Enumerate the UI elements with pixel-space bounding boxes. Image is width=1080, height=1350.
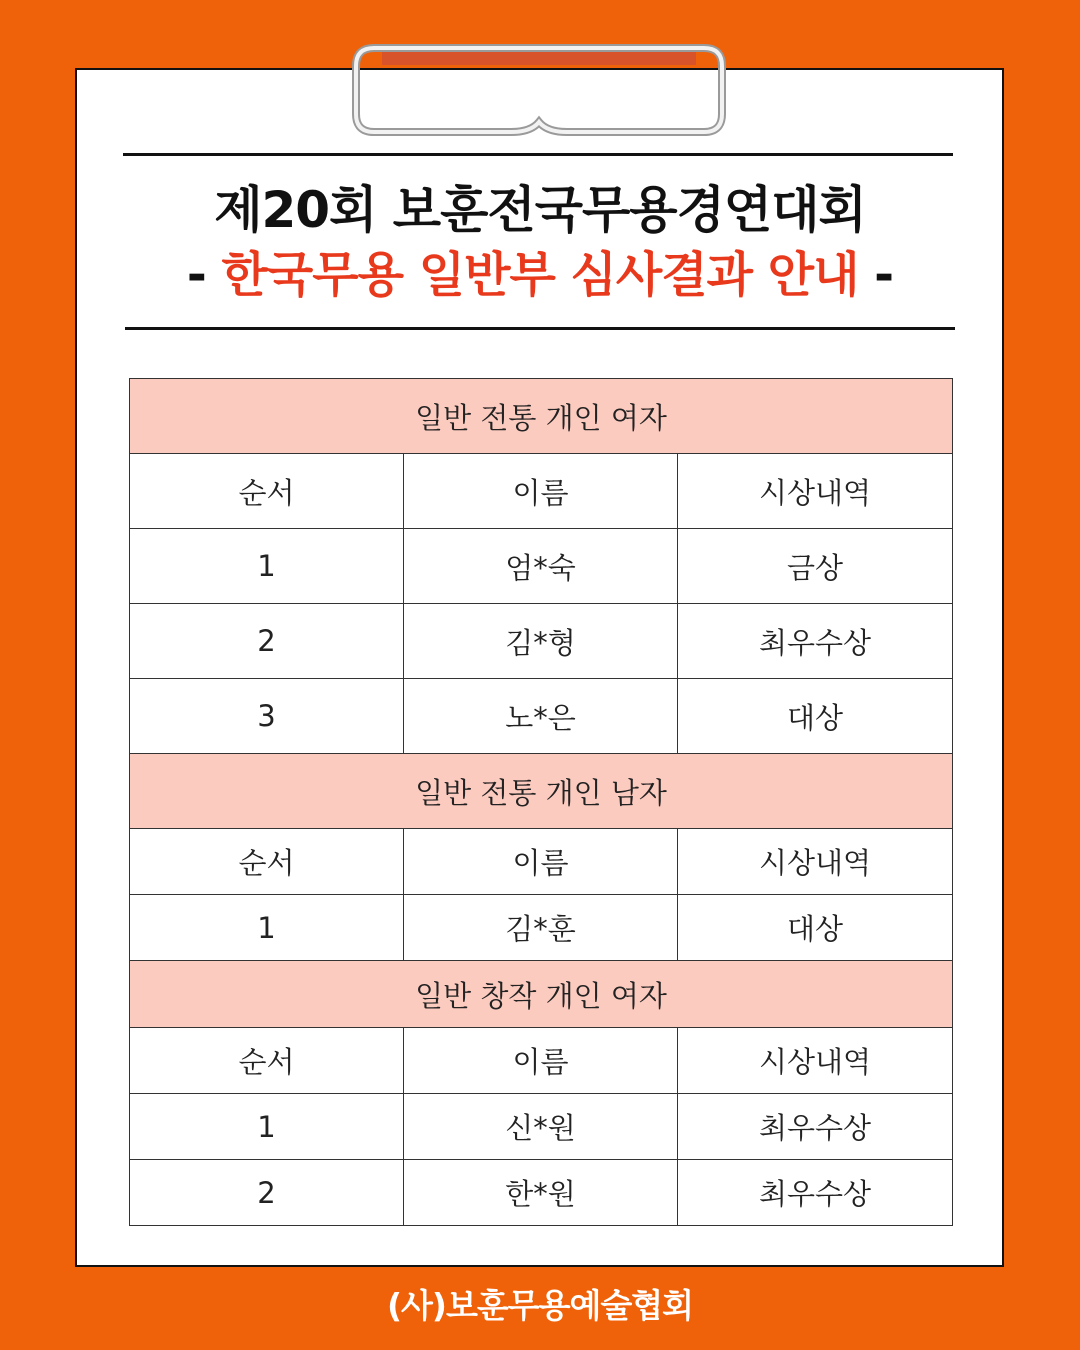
order-cell: 2	[130, 1160, 404, 1226]
award-cell: 최우수상	[678, 1094, 953, 1160]
table-row	[130, 529, 953, 604]
organization-name: (사)보훈무용예술협회	[386, 1286, 694, 1325]
page-subtitle	[0, 243, 1080, 307]
column-header: 시상내역	[678, 1028, 953, 1094]
section-heading: 일반 전통 개인 여자	[130, 379, 953, 454]
order-cell: 1	[130, 895, 404, 961]
column-header: 시상내역	[678, 454, 953, 529]
award-cell: 대상	[678, 895, 953, 961]
column-header: 순서	[130, 454, 404, 529]
order-cell: 2	[130, 604, 404, 679]
order-cell: 1	[130, 1094, 404, 1160]
name-cell: 신*원	[404, 1094, 678, 1160]
column-header: 순서	[130, 1028, 404, 1094]
name-cell: 노*은	[404, 679, 678, 754]
section-heading-row	[130, 961, 953, 1028]
award-cell: 최우수상	[678, 1160, 953, 1226]
column-header-row	[130, 1028, 953, 1094]
award-cell: 대상	[678, 679, 953, 754]
column-header: 순서	[130, 829, 404, 895]
award-cell: 최우수상	[678, 604, 953, 679]
column-header: 이름	[404, 454, 678, 529]
table-row	[130, 1160, 953, 1226]
subtitle-suffix: -	[858, 247, 894, 303]
column-header: 시상내역	[678, 829, 953, 895]
table-row	[130, 679, 953, 754]
subtitle-highlight: 한국무용 일반부 심사결과 안내	[221, 247, 859, 303]
results-table	[129, 378, 953, 1226]
name-cell: 김*훈	[404, 895, 678, 961]
table-row	[130, 1094, 953, 1160]
award-cell: 금상	[678, 529, 953, 604]
section-heading-row	[130, 754, 953, 829]
column-header: 이름	[404, 829, 678, 895]
order-cell: 1	[130, 529, 404, 604]
order-cell: 3	[130, 679, 404, 754]
title-rule-bottom	[125, 327, 955, 330]
column-header: 이름	[404, 1028, 678, 1094]
name-cell: 한*원	[404, 1160, 678, 1226]
name-cell: 엄*숙	[404, 529, 678, 604]
section-heading: 일반 창작 개인 여자	[130, 961, 953, 1028]
page-title: 제20회 보훈전국무용경연대회	[214, 181, 866, 239]
table-row	[130, 895, 953, 961]
table-row	[130, 604, 953, 679]
section-heading-row	[130, 379, 953, 454]
column-header-row	[130, 454, 953, 529]
paper-clip-icon	[352, 44, 726, 136]
column-header-row	[130, 829, 953, 895]
name-cell: 김*형	[404, 604, 678, 679]
title-rule-top	[123, 153, 953, 156]
section-heading: 일반 전통 개인 남자	[130, 754, 953, 829]
subtitle-prefix: -	[186, 247, 222, 303]
